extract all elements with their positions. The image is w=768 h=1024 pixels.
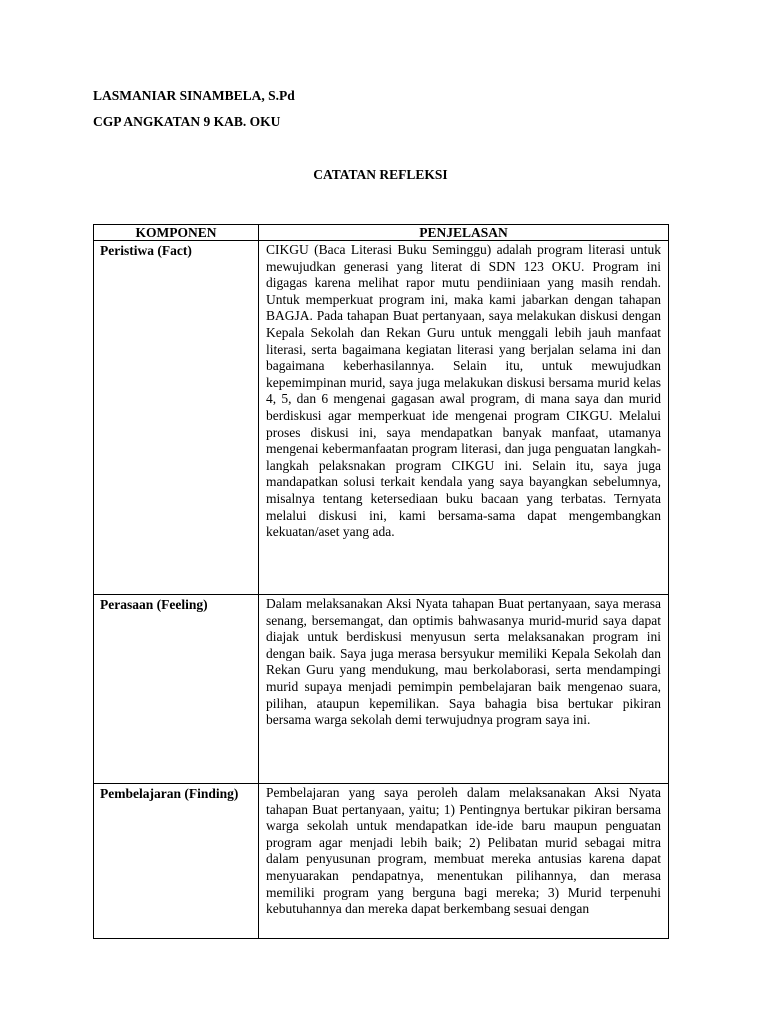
- component-cell: Pembelajaran (Finding): [94, 784, 259, 939]
- explanation-text: Dalam melaksanakan Aksi Nyata tahapan Buat pertanyaan, saya merasa senang, bersemangat, dan optimis bahwasanya murid-murid saya dapat diajak untuk berdiskusi menyusun serta melaksanakan program ini dengan baik. Saya juga merasa bersyukur memiliki Kepala Sekolah dan Rekan Guru yang mendukung, mau berkolaborasi, serta mendampingi murid supaya menjadi pemimpin pembelajaran baik mengenao suara, pilihan, ataupun kepemilikan. Saya bahagia bisa bertukar pikiran bersama warga sekolah demi terwujudnya program saya ini.: [266, 596, 661, 728]
- explanation-cell: [259, 595, 669, 784]
- table-row: [94, 595, 669, 784]
- table-row: [94, 241, 669, 595]
- explanation-text: CIKGU (Baca Literasi Buku Seminggu) adalah program literasi untuk mewujudkan generasi yang literat di SDN 123 OKU. Program ini digagas karena melihat rapor mutu pendiiniaan yang masih rendah. Untuk memperkuat program ini, maka kami jabarkan dengan tahapan BAGJA. Pada tahapan Buat pertanyaan, saya melakukan diskusi dengan Kepala Sekolah dan Rekan Guru untuk menggali lebih jauh manfaat literasi, serta bagaimana kegiatan literasi yang berjalan selama ini dan bagaimana keberhasilannya. Selain itu, untuk mewujudkan kepemimpinan murid, saya juga melakukan diskusi bersama murid kelas 4, 5, dan 6 mengenai gagasan awal program, di mana saya dan murid berdiskusi agar memperkuat ide mengenai program CIKGU. Melalui proses diskusi ini, saya mendapatkan banyak manfaat, utamanya mengenai kebermanfaatan program literasi, dan juga penguatan langkah-langkah pelaksnakan program CIKGU ini. Selain itu, saya juga mandapatkan solusi terkait kendala yang saya bayangkan sebelumnya, misalnya tentang ketersediaan buku bacaan yang terbatas. Ternyata melalui diskusi ini, kami bersama-sama dapat mengembangkan kekuatan/aset yang ada.: [266, 242, 661, 540]
- explanation-cell: [259, 784, 669, 939]
- cohort-label: CGP ANGKATAN 9 KAB. OKU: [93, 114, 281, 129]
- header-penjelasan: PENJELASAN: [259, 225, 669, 241]
- component-cell: Peristiwa (Fact): [94, 241, 259, 595]
- table-row: [94, 784, 669, 939]
- table-header-row: [94, 225, 669, 241]
- header-komponen: KOMPONEN: [94, 225, 259, 241]
- author-name: LASMANIAR SINAMBELA, S.Pd: [93, 88, 295, 103]
- component-cell: Perasaan (Feeling): [94, 595, 259, 784]
- document-title: CATATAN REFLEKSI: [313, 167, 448, 182]
- explanation-cell: [259, 241, 669, 595]
- reflection-table: [93, 224, 669, 939]
- explanation-text: Pembelajaran yang saya peroleh dalam melaksanakan Aksi Nyata tahapan Buat pertanyaan, yaitu; 1) Pentingnya bertukar pikiran bersama warga sekolah untuk mendapatkan ide-ide baru maupun penguatan program agar menjadi lebih baik; 2) Pelibatan murid sebagai mitra dalam penyusunan program, membuat mereka antusias karena dapat menyuarakan pendapatnya, menentukan pilihannya, dan merasa memiliki program yang berguna bagi mereka; 3) Murid terpenuhi kebutuhannya dan mereka dapat berkembang sesuai dengan: [266, 785, 661, 917]
